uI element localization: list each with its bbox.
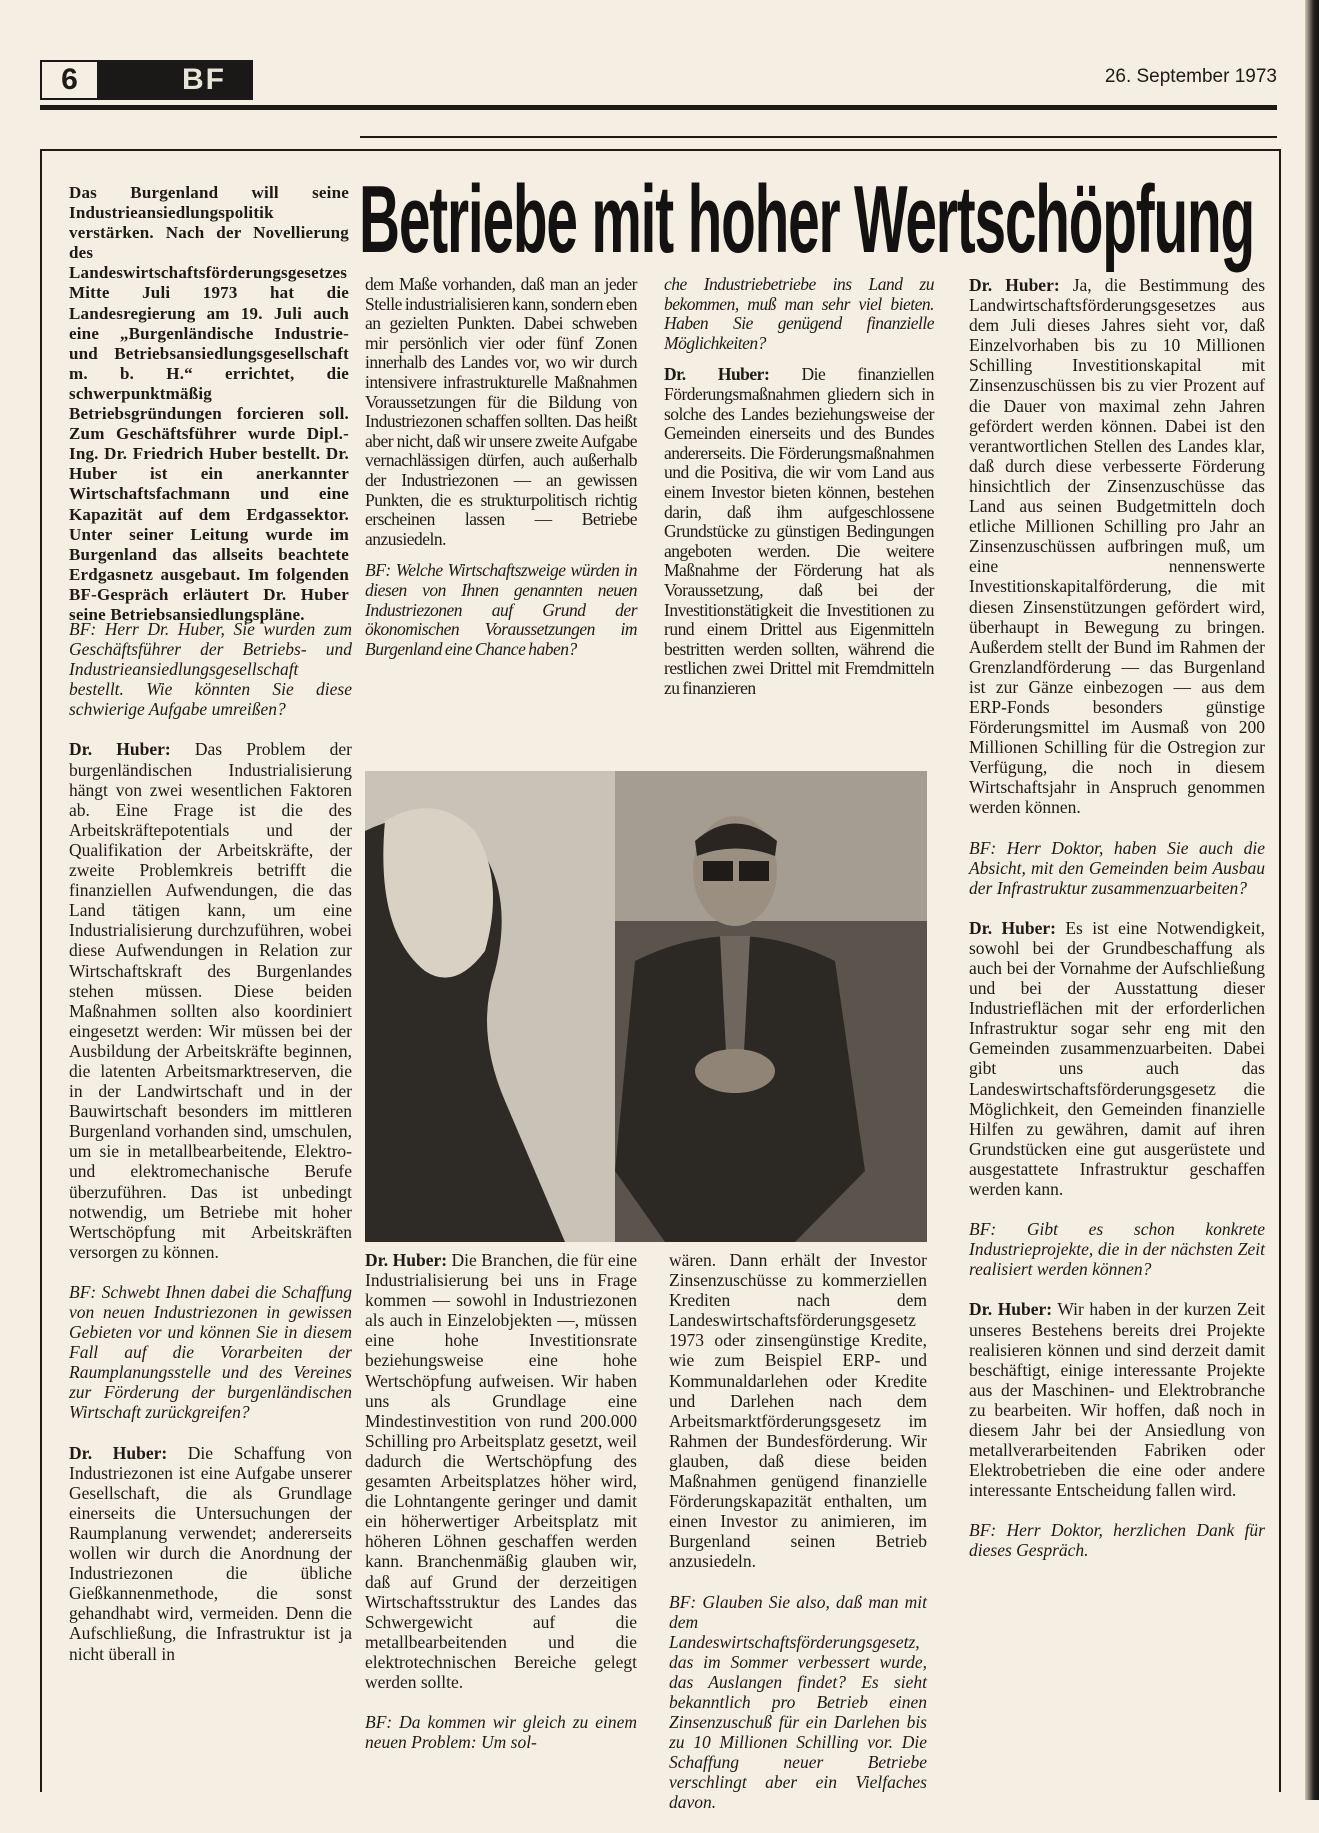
speaker-label: Dr. Huber:: [69, 739, 171, 760]
interview-photo: [365, 771, 927, 1242]
answer: [969, 1299, 1265, 1500]
answer-text: Es ist eine Notwendigkeit, sowohl bei der Grundbeschaffung als auch bei der Vornahme der Aufschließung und bei der Ausstattung dieser Industrieflächen mit der erforderlichen Infrastruktur sogar sehr eng mit den Gemeinden zusammenzuarbeiten. Dabei gibt uns auch das Landeswirtschaftsförderungsgesetz die Möglichkeit, den Gemeinden finanzielle Hilfen zu gewähren, damit auf ihren Grundstücken eine gut ausgerüstete und ausgestattete Infrastruktur geschaffen werden kann.: [969, 917, 1265, 1200]
answer: [365, 1250, 637, 1692]
answer: [69, 1443, 352, 1664]
answer-text: dem Maße vorhanden, daß man an jeder Stelle industrialisieren kann, sondern eben an gezielten Punkten. Dabei schweben mir persönlich vier oder fünf Zonen innerhalb des Landes vor, wo wir durch intensivere infrastrukturelle Maßnahmen Voraussetzungen für die Bildung von Industriezonen schaffen sollten. Das heißt aber nicht, daß wir unsere zweite Aufgabe vernachlässigen dürfen, auch außerhalb der Industriezonen — an gewissen Punkten, die es strukturpolitisch richtig erscheinen lassen — Betriebe anzusiedeln.: [365, 274, 637, 549]
question: BF: Da kommen wir gleich zu einem neuen Problem: Um sol-: [365, 1712, 637, 1753]
answer: [969, 275, 1265, 818]
header-rule: [40, 105, 1277, 110]
column-2-bottom: [365, 1250, 637, 1772]
answer-text: Das Problem der burgenländischen Industrialisierung hängt von zwei wesentlichen Faktoren ab. Eine Frage ist die des Arbeitskräftepotentials und der Qualifikation der Arbeitskräfte, der zweite Problemkreis betrifft die finanziellen Aufwendungen, die das Land tätigen kann, um eine Industrialisierung durchzuführen, wobei diese Aufwendungen in Relation zur Wirtschaftskraft des Burgenlandes stehen müssen. Diese beiden Maßnahmen sollten also koordiniert eingesetzt werden: Wir müssen bei der Ausbildung der Arbeitskräfte beginnen, die latenten Arbeitsmarktreserven, die in der Landwirtschaft und in der Bauwirtschaft besonders im mittleren Burgenland vorhanden sind, umschulen, um sie in metallbearbeitende, Elektro- und elektromechanische Berufe überzuführen. Das ist unbedingt notwendig, um Betriebe mit hoher Wertschöpfung mit Arbeitskräften versorgen zu können.: [69, 739, 352, 1262]
page-header-badge: [40, 60, 253, 100]
column-1: [69, 619, 352, 1684]
page-number: 6: [42, 62, 99, 98]
article-headline: Betriebe mit hoher Wertschöpfung: [359, 166, 1255, 273]
column-3-top: [664, 275, 934, 710]
photo-illustration: [365, 771, 927, 1242]
article-intro: Das Burgenland will seine Industrieansiedlungspolitik verstärken. Nach der Novellierung des Landeswirtschaftsförderungsgesetzes Mitte Juli 1973 hat die Landesregierung am 19. Juli auch eine „Burgenländische Industrie- und Betriebsansiedlungsgesellschaft m. b. H.“ errichtet, die schwerpunktmäßig Betriebsgründungen forcieren soll. Zum Geschäftsführer wurde Dipl.-Ing. Dr. Friedrich Huber bestellt. Dr. Huber ist ein anerkannter Wirtschaftsfachmann und eine Kapazität auf dem Erdgassektor. Unter seiner Leitung wurde im Burgenland das allseits beachtete Erdgasnetz ausgebaut. Im folgenden BF-Gespräch erläutert Dr. Huber seine Betriebsansiedlungspläne.: [69, 183, 349, 624]
speaker-label: Dr. Huber:: [664, 364, 770, 385]
speaker-label: Dr. Huber:: [69, 1442, 168, 1463]
paper-name: BF: [182, 63, 226, 96]
question: BF: Herr Doktor, herzlichen Dank für dieses Gespräch.: [969, 1520, 1265, 1561]
issue-date: 26. September 1973: [1104, 66, 1277, 87]
answer-text: Ja, die Bestimmung des Landwirtschaftsförderungsgesetzes aus dem Juli dieses Jahres sieht vor, daß Einzelvorhaben bis zu 10 Millionen Schilling Investitionskapital mit Zinsenzuschüssen bis zu vier Prozent auf die Dauer von maximal zehn Jahren gefördert werden können. Dabei ist den verantwortlichen Stellen des Landes klar, daß durch diese verbesserte Förderung hinsichtlich der Zinsenzuschüsse das Land aus seinen Budgetmitteln doch etliche Millionen Schilling pro Jahr an Zinsenzuschüssen aufbringen muß, um eine nennenswerte Investitionskapitalförderung, die mit diesen Zinsenstützungen gefördert wird, überhaupt in Bewegung zu bringen. Außerdem stellt der Bund im Rahmen der Grenzlandförderung — das Burgenland ist zur Gänze einbezogen — aus dem ERP-Fonds besonders günstige Förderungsmittel im Ausmaß von 200 Millionen Schilling für die Ostregion zur Verfügung, die noch in diesem Wirtschaftsjahr in Anspruch genommen werden können.: [969, 275, 1266, 818]
column-2-top: [365, 275, 637, 671]
speaker-label: Dr. Huber:: [969, 917, 1056, 938]
question: BF: Herr Doktor, haben Sie auch die Absicht, mit den Gemeinden beim Ausbau der Infrastruktur zusammenzuarbeiten?: [969, 837, 1265, 898]
question: BF: Schwebt Ihnen dabei die Schaffung von neuen Industriezonen in gewissen Gebieten vor und können Sie in diesem Fall auf die Vorarbeiten der Raumplanungsstelle und des Vereines zur Förderung der burgenländischen Wirtschaft zurückgreifen?: [69, 1281, 352, 1423]
question: BF: Glauben Sie also, daß man mit dem Landeswirtschaftsförderungsgesetz, das im Sommer verbessert wurde, das Auslangen findet? Es sieht bekanntlich pro Betrieb einen Zinsenzuschuß für ein Darlehen bis zu 10 Millionen Schilling vor. Die Schaffung neuer Betriebe verschlingt aber ein Vielfaches davon.: [669, 1591, 927, 1813]
speaker-label: Dr. Huber:: [365, 1250, 448, 1270]
speaker-label: Dr. Huber:: [969, 1299, 1053, 1320]
question: BF: Welche Wirtschaftszweige würden in diesen von Ihnen genannten neuen Industriezonen auf Grund der ökonomischen Voraussetzungen im Burgenland eine Chance haben?: [365, 560, 637, 659]
question: che Industriebetriebe ins Land zu bekommen, muß man sehr viel bieten. Haben Sie genügend finanzielle Möglichkeiten?: [664, 274, 934, 353]
answer: [969, 918, 1265, 1199]
page-edge-shadow: [1305, 0, 1319, 1800]
question: BF: Herr Dr. Huber, Sie wurden zum Geschäftsführer der Betriebs- und Industrieansiedlungsgesellschaft bestellt. Wie könnten Sie diese schwierige Aufgabe umreißen?: [69, 619, 352, 720]
answer-text: Die finanziellen Förderungsmaßnahmen gliedern sich in solche des Landes beziehungsweise der Gemeinden einerseits und des Bundes andererseits. Die Förderungsmaßnahmen und die Positiva, die wir vom Land aus einem Investor bieten können, bestehen darin, daß ihm aufgeschlossene Grundstücke zu günstigen Bedingungen angeboten werden. Die weitere Maßnahme der Förderung hat als Voraussetzung, daß bei der Investitionstätigkeit die Investitionen zu rund einem Drittel aus Eigenmitteln bestritten werden sollten, während die restlichen zwei Drittel mit Fremdmitteln zu finanzieren: [664, 364, 934, 698]
answer-text: Die Schaffung von Industriezonen ist eine Aufgabe unserer Gesellschaft, die als Grundlage einerseits die Untersuchungen der Raumplanung verwendet; andererseits wollen wir durch die Anordnung der Industriezonen die übliche Gießkannenmethode, die sonst gehandhabt wird, vermeiden. Denn die Aufschließung, die Infrastruktur ist ja nicht überall in: [69, 1442, 352, 1664]
question: BF: Gibt es schon konkrete Industrieprojekte, die in der nächsten Zeit realisiert werden können?: [969, 1219, 1265, 1280]
answer: [664, 365, 934, 698]
column-4: [969, 275, 1265, 1581]
answer-text: wären. Dann erhält der Investor Zinsenzuschüsse zu kommerziellen Krediten nach dem Landeswirtschaftsförderungsgesetz 1973 oder zinsengünstige Kredite, wie zum Beispiel ERP- und Kommunaldarlehen oder Kredite und Darlehen nach dem Arbeitsmarktförderungsgesetz im Rahmen der Bundesförderung. Wir glauben, daß diese beiden Maßnahmen genügend finanzielle Förderungskapazität enthalten, um einen Investor zu animieren, im Burgenland seinen Betrieb anzusiedeln.: [669, 1250, 927, 1572]
speaker-label: Dr. Huber:: [969, 275, 1060, 295]
answer: [69, 739, 352, 1261]
header-thin-rule: [360, 136, 1277, 138]
column-3-bottom: [669, 1250, 927, 1833]
answer-text: Die Branchen, die für eine Industrialisierung bei uns in Frage kommen — sowohl in Industriezonen als auch in Einzelobjekten —, müssen eine hohe Investitionsrate beziehungsweise eine hohe Wertschöpfung aufweisen. Wir haben uns als Grundlage eine Mindestinvestition von rund 200.000 Schilling pro Arbeitsplatz gesetzt, weil dadurch die Wertschöpfung des gesamten Arbeitsplatzes höher wird, die Lohntangente geringer und damit ein höherwertiger Arbeitsplatz mit höheren Löhnen geschaffen werden kann. Branchenmäßig glauben wir, daß auf Grund der derzeitigen Wirtschaftsstruktur des Landes das Schwergewicht auf die metallbearbeitenden und die elektrotechnischen Bereiche gelegt werden sollte.: [365, 1250, 637, 1692]
answer-text: Wir haben in der kurzen Zeit unseres Bestehens bereits drei Projekte realisieren können und sind derzeit damit beschäftigt, einige interessante Projekte aus der Maschinen- und Elektrobranche zu bearbeiten. Wir hoffen, daß noch in diesem Jahr bei der Ansiedlung von metallverarbeitenden Fabriken oder Elektrobetrieben die eine oder andere interessante Entscheidung fallen wird.: [969, 1299, 1266, 1501]
